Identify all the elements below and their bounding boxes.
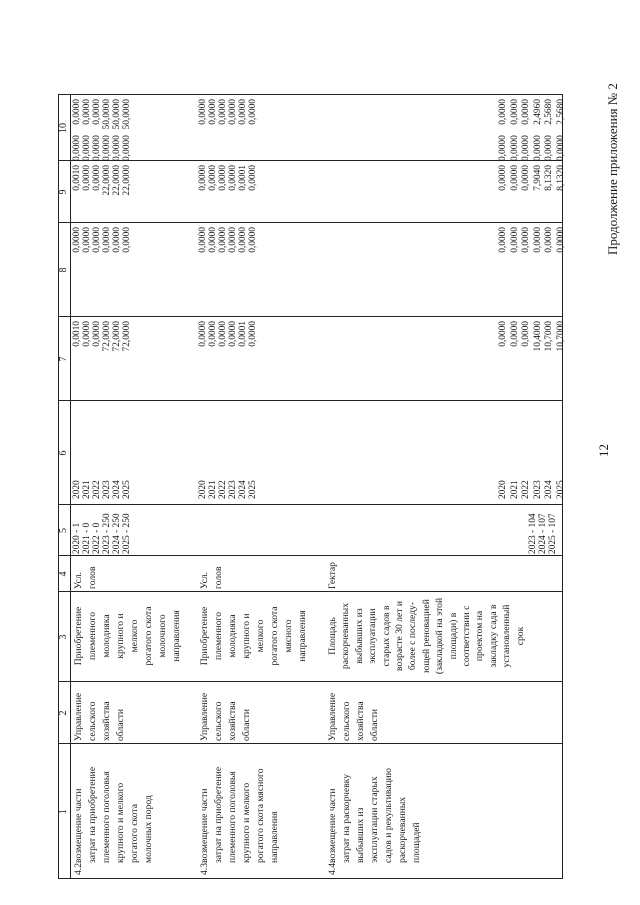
column-rule <box>58 878 563 879</box>
col9-values: 0,0000 0,0000 0,0000 0,0000 0,0000 0,0000 <box>498 135 566 161</box>
col8-values: 0,0000 0,0000 0,0000 7,9040 8,1320 8,1320 <box>498 165 566 191</box>
col6-values: 0,0010 0,0000 0,0000 72,0000 72,0000 72,0000 <box>72 321 132 352</box>
col8-values: 0,0000 0,0000 0,0000 0,0000 0,0001 0,0000 <box>198 165 258 191</box>
row-description: возмещение части затрат на приобретение племенного поголовья крупного и мелкого рогатого скота молочных пород <box>73 766 154 863</box>
column-number: 10 <box>58 123 69 133</box>
col7-values: 0,0000 0,0000 0,0000 0,0000 0,0000 0,0000 <box>198 227 258 253</box>
row-years: 2020 2021 2022 2023 2024 2025 <box>498 480 566 499</box>
column-number: 4 <box>58 571 69 577</box>
row-executor: Управление сельского хозяйства области <box>199 692 252 741</box>
column-rule <box>58 94 563 95</box>
column-rule <box>58 222 563 223</box>
row-years: 2020 2021 2022 2023 2024 2025 <box>198 480 258 499</box>
row-executor: Управление сельского хозяйства области <box>73 692 126 741</box>
column-number: 5 <box>58 528 69 533</box>
appendix-title: Продолжение приложения № 2 <box>605 83 620 255</box>
col7-values: 0,0000 0,0000 0,0000 0,0000 0,0000 0,0000 <box>72 227 132 253</box>
column-number: 8 <box>58 267 69 273</box>
page-number: 12 <box>596 444 611 457</box>
row-unit: Усл. голов <box>199 566 224 589</box>
data-table <box>58 94 566 879</box>
column-rule <box>58 681 563 682</box>
row-code: 4.2. <box>73 860 84 875</box>
column-rule <box>58 400 563 401</box>
column-rule <box>58 504 563 505</box>
column-rule <box>58 316 563 317</box>
row-code: 4.4. <box>327 860 338 875</box>
row-indicator: Приобретение племенного молодняка крупного и мелкого рогатого скота мясного направления <box>199 606 308 666</box>
header-rule <box>70 94 71 879</box>
row-indicator: Площадь раскорчеванных выбывших из эксплуатации старых садов в возрасте 30 лет и более с последу- ющей реновацией (закладкой на этой площади) в соответствии с проектом на закладку сада в установленный срок <box>327 597 526 675</box>
column-number: 2 <box>58 710 69 716</box>
column-rule <box>58 160 563 161</box>
column-rule <box>58 591 563 592</box>
row-indicator: Приобретение племенного молодняка крупного и мелкого рогатого скота молочного направления <box>73 606 182 666</box>
col10-values: 0,0000 0,0000 0,0000 0,0000 0,0000 0,0000 <box>198 99 258 125</box>
row-description: возмещение части затрат на приобретение племенного поголовья крупного и мелкого рогатого скота мясного направления <box>199 766 280 863</box>
row-executor: Управление сельского хозяйства области <box>327 692 380 741</box>
column-number: 7 <box>58 356 69 362</box>
col10-values: 0,0000 0,0000 0,0000 2,4960 2,5680 2,5680 <box>498 99 566 125</box>
col9-values: 0,0000 0,0000 0,0000 0,0000 0,0000 0,0000 <box>72 135 132 161</box>
col8-values: 0,0010 0,0000 0,0000 22,0000 22,0000 22,0000 <box>72 165 132 196</box>
column-number: 3 <box>58 634 69 640</box>
col10-values: 0,0000 0,0000 0,0000 50,0000 50,0000 50,0000 <box>72 99 132 130</box>
column-number: 6 <box>58 450 69 456</box>
column-number: 9 <box>58 189 69 195</box>
row-unit: Усл. голов <box>73 566 98 589</box>
column-rule <box>58 743 563 744</box>
row-description: возмещение части затрат на раскорчевку выбывших из эксплуатации старых садов и рекультивацию раскорчеванных площадей <box>327 768 422 863</box>
column-number: 1 <box>58 809 69 814</box>
row-targets: 2023 - 104 2024 - 107 2025 - 107 <box>528 513 558 554</box>
row-years: 2020 2021 2022 2023 2024 2025 <box>72 480 132 499</box>
row-code: 4.3. <box>199 860 210 875</box>
col7-values: 0,0000 0,0000 0,0000 0,0000 0,0000 0,0000 <box>498 227 566 253</box>
col6-values: 0,0000 0,0000 0,0000 10,4000 10,7000 10,7000 <box>498 321 566 352</box>
column-rule <box>58 555 563 556</box>
col6-values: 0,0000 0,0000 0,0000 0,0000 0,0001 0,0000 <box>198 321 258 347</box>
row-targets: 2020 - 1 2021 - 0 2022 - 0 2023 - 250 2024 - 250 2025 - 250 <box>72 513 132 554</box>
row-unit: Гектар <box>327 562 338 589</box>
